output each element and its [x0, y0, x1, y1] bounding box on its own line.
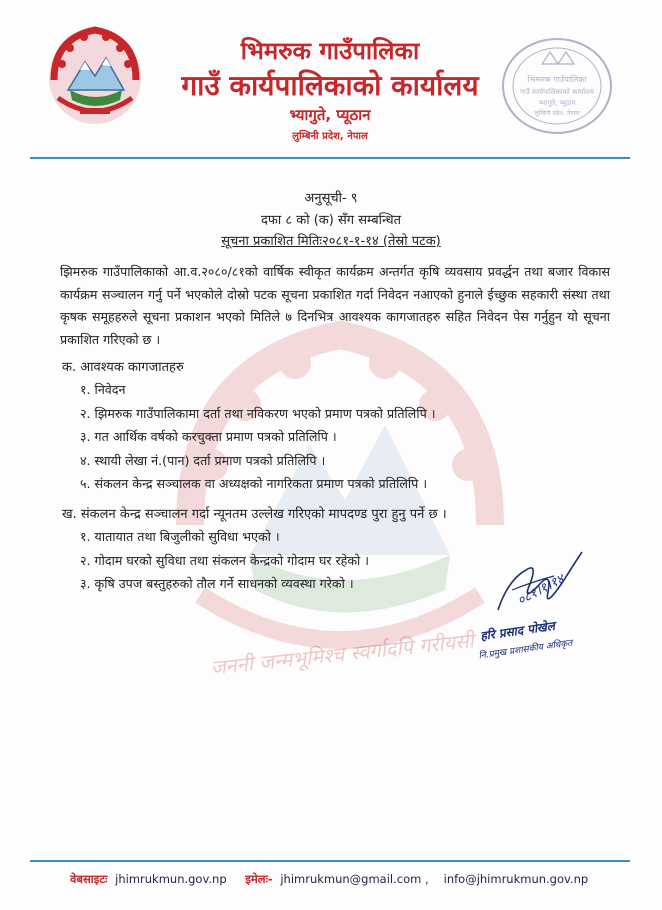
signature-date: ०८१।१।१४	[515, 571, 567, 609]
website-link[interactable]: jhimrukmun.gov.np	[115, 872, 227, 886]
list-item: ५. संकलन केन्द्र सञ्चालक वा अध्यक्षको नागरिकता प्रमाण पत्रको प्रतिलिपि ।	[80, 476, 428, 491]
required-documents-list	[80, 378, 436, 496]
required-documents-heading: क. आवश्यक कागजातहरु	[62, 360, 184, 375]
list-item: ३. कृषि उपज बस्तुहरुको तौल गर्ने साधनको व्यवस्था गरेको ।	[80, 576, 354, 591]
notice-body-paragraph: झिमरुक गाउँपालिकाको आ.व.२०८०/८१को वार्षिक स्वीकृत कार्यक्रम अन्तर्गत कृषि व्यवसाय प्रवर्द्धन तथा बजार विकास कार्यक्रम सञ्चालन गर्नु पर्ने भएकोले दोस्रो पटक सूचना प्रकाशित गर्दा निवेदन नआएको हुनाले ईच्छुक सहकारी संस्था तथा कृषक समूहहरुले सूचना प्रकाशन भएको मितिले ७ दिनभित्र आवश्यक कागजातहरु सहित निवेदन पेस गर्नुहुन यो सूचना प्रकाशित गरिएको छ ।	[60, 264, 610, 347]
schedule-title: अनुसूची- ९	[304, 191, 358, 206]
email-link-secondary[interactable]: info@jhimrukmun.gov.np	[443, 872, 589, 886]
watermark-motto: जननी जन्मभूमिश्च स्वर्गादपि गरीयसी	[209, 628, 475, 680]
svg-text:लुम्बिनी प्रदेश, नेपाल: लुम्बिनी प्रदेश, नेपाल	[534, 110, 580, 117]
footer-divider	[30, 860, 630, 862]
svg-text:गाउँ कार्यपालिकाको कार्यालय: गाउँ कार्यपालिकाको कार्यालय	[520, 88, 594, 96]
footer-contact	[70, 872, 630, 887]
section-reference: दफा ८ को (क) सँग सम्बन्धित	[260, 213, 402, 228]
signatory-name: हरि प्रसाद पोखेल	[479, 618, 556, 644]
header-divider	[30, 157, 630, 159]
province-country: लुम्बिनी प्रदेश, नेपाल	[292, 131, 368, 142]
office-location: भ्यागुते, प्यूठान	[289, 106, 371, 124]
svg-text:भिमरुक गाउँपालिका: भिमरुक गाउँपालिका	[527, 75, 587, 84]
email-label: इमेलः-	[245, 872, 273, 886]
website-label: वेबसाइटः	[70, 872, 108, 886]
criteria-heading: ख. संकलन केन्द्र सञ्चालन गर्दा न्यूनतम उल्लेख गरिएको मापदण्ड पुरा हुनु पर्ने छ ।	[62, 507, 447, 522]
criteria-list	[80, 525, 369, 596]
signatory-title: नि.प्रमुख प्रशासकीय अधिकृत	[477, 638, 574, 662]
notice-date-title: सूचना प्रकाशित मितिः२०८१-१-१४ (तेस्रो पटक)	[221, 234, 441, 249]
svg-text:भ्यागुते, प्यूठान: भ्यागुते, प्यूठान	[538, 99, 576, 107]
list-item: ३. गत आर्थिक वर्षको करचुक्ता प्रमाण पत्रको प्रतिलिपि ।	[80, 429, 337, 444]
list-item: ४. स्थायी लेखा नं.(पान) दर्ता प्रमाण पत्रको प्रतिलिपि ।	[80, 452, 326, 468]
municipality-name: भिमरुक गाउँपालिका	[240, 37, 420, 65]
email-link-primary[interactable]: jhimrukmun@gmail.com ,	[280, 872, 429, 886]
list-item: १. निवेदन	[80, 382, 126, 397]
list-item: २. झिमरुक गाउँपालिकामा दर्ता तथा नविकरण भएको प्रमाण पत्रको प्रतिलिपि ।	[80, 405, 436, 421]
office-name: गाउँ कार्यपालिकाको कार्यालय	[181, 69, 479, 102]
list-item: १. यातायात तथा बिजुलीको सुविधा भएको ।	[80, 529, 280, 544]
list-item: २. गोदाम घरको सुविधा तथा संकलन केन्द्रको गोदाम घर रहेको ।	[80, 552, 370, 568]
nepal-emblem-icon	[40, 20, 150, 130]
office-seal-stamp	[498, 34, 616, 138]
